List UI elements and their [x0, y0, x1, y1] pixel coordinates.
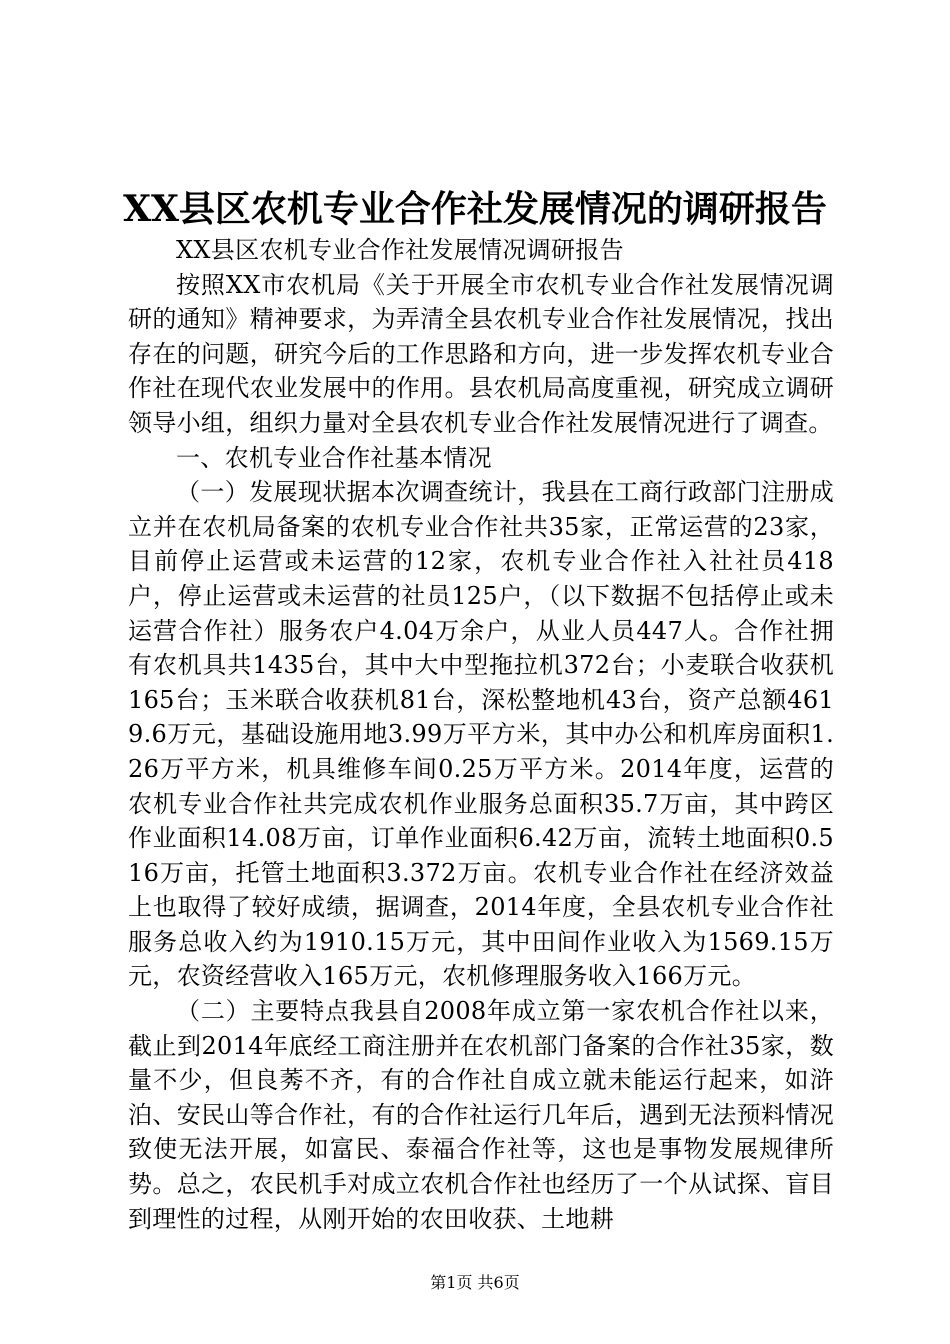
status-paragraph: （一）发展现状据本次调查统计，我县在工商行政部门注册成立并在农机局备案的农机专业合作社共35家，正常运营的23家，目前停止运营或未运营的12家，农机专业合作社入社社员418户，停止运营或未运营的社员125户，（以下数据不包括停止或未运营合作社）服务农户4.04万余户，从业人员447人。合作社拥有农机具共1435台，其中大中型拖拉机372台；小麦联合收获机165台；玉米联合收获机81台，深松整地机43台，资产总额4619.6万元，基础设施用地3.99万平方米，其中办公和机库房面积1.26万平方米，机具维修车间0.25万平方米。2014年度，运营的农机专业合作社共完成农机作业服务总面积35.7万亩，其中跨区作业面积14.08万亩，订单作业面积6.42万亩，流转土地面积0.516万亩，托管土地面积3.372万亩。农机专业合作社在经济效益上也取得了较好成绩，据调查，2014年度，全县农机专业合作社服务总收入约为1910.15万元，其中田间作业收入为1569.15万元，农资经营收入165万元，农机修理服务收入166万元。: [128, 478, 834, 991]
document-title: XX县区农机专业合作社发展情况的调研报告: [123, 188, 827, 230]
intro-paragraph: 按照XX市农机局《关于开展全市农机专业合作社发展情况调研的通知》精神要求，为弄清全县农机专业合作社发展情况，找出存在的问题，研究今后的工作思路和方向，进一步发挥农机专业合作社在现代农业发展中的作用。县农机局高度重视，研究成立调研领导小组，组织力量对全县农机专业合作社发展情况进行了调查。: [128, 270, 834, 437]
document-body: [128, 233, 834, 1236]
section-heading: 一、农机专业合作社基本情况: [176, 443, 492, 472]
features-paragraph: （二）主要特点我县自2008年成立第一家农机合作社以来，截止到2014年底经工商注册并在农机部门备案的合作社35家，数量不少，但良莠不齐，有的合作社自成立就未能运行起来，如浒泊、安民山等合作社，有的合作社运行几年后，遇到无法预料情况致使无法开展，如富民、泰福合作社等，这也是事物发展规律所势。总之，农民机手对成立农机合作社也经历了一个从试探、盲目到理性的过程，从刚开始的农田收获、土地耕: [128, 997, 834, 1233]
page-footer: 第1页 共6页: [430, 1273, 520, 1292]
subtitle-paragraph: XX县区农机专业合作社发展情况调研报告: [176, 236, 624, 264]
